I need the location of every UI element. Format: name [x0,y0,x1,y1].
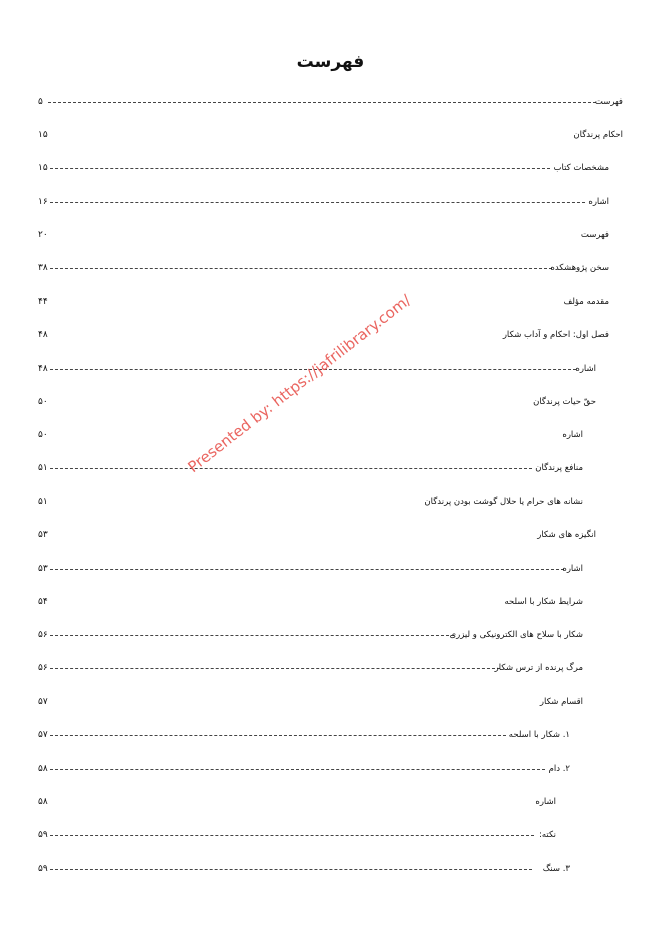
toc-entry-label: ۲. دام [548,764,570,774]
toc-page-number: ۵۳ [38,564,48,574]
toc-leader-dots [50,735,506,736]
toc-page-number: ۵۷ [38,730,48,740]
toc-leader-dots [50,769,545,770]
toc-leader-dots [50,635,454,636]
toc-entry-label: اشاره [535,797,556,807]
toc-leader-dots [50,268,552,269]
toc-page-number: ۴۸ [38,364,48,374]
toc-page-number: ۱۵ [38,130,48,140]
toc-page-number: ۴۸ [38,330,48,340]
toc-page-number: ۵۸ [38,797,48,807]
toc-page-number: ۵۶ [38,630,48,640]
toc-leader-dots [50,668,500,669]
toc-page-number: ۵۰ [38,430,48,440]
toc-leader-dots [50,168,550,169]
toc-entry-label: اشاره [575,364,596,374]
toc-entry-label: نشانه های حرام یا حلال گوشت بودن پرندگان [424,497,583,507]
toc-leader-dots [50,835,534,836]
toc-entry-label: ۳. سنگ [542,864,570,874]
toc-page-number: ۴۴ [38,297,48,307]
toc-entry-label: سخن پژوهشکده [550,263,609,273]
toc-entry-label: اشاره [562,430,583,440]
toc-entry-label: شکار با سلاح های الکترونیکی و لیزری [449,630,583,640]
toc-entry-label: فهرست [594,97,623,107]
toc-page-number: ۵ [38,97,43,107]
toc-entry-label: حقّ حیات پرندگان [533,397,596,407]
toc-page-number: ۵۶ [38,663,48,673]
toc-page-number: ۵۷ [38,697,48,707]
toc-entry-label: مقدمه مؤلف [563,297,609,307]
toc-entry-label: مشخصات کتاب [553,163,609,173]
toc-leader-dots [50,202,585,203]
toc-page-number: ۵۹ [38,830,48,840]
toc-leader-dots [48,102,596,103]
toc-entry-label: اشاره [562,564,583,574]
toc-page-number: ۲۰ [38,230,48,240]
toc-entry-label: اشاره [588,197,609,207]
toc-page-number: ۵۹ [38,864,48,874]
toc-page-number: ۳۸ [38,263,48,273]
toc-entry-label: فهرست [580,230,609,240]
toc-entry-label: ۱. شکار با اسلحه [508,730,570,740]
toc-page-number: ۵۸ [38,764,48,774]
toc-entry-label: احکام پرندگان [573,130,623,140]
toc-page-number: ۱۶ [38,197,48,207]
toc-page-number: ۱۵ [38,163,48,173]
toc-page-number: ۵۳ [38,530,48,540]
toc-leader-dots [50,869,532,870]
toc-page-number: ۵۴ [38,597,48,607]
toc-page-number: ۵۱ [38,463,48,473]
toc-entry-label: اقسام شکار [539,697,583,707]
toc-entry-label: مرگ پرنده از ترس شکار [494,663,583,673]
toc-leader-dots [50,569,564,570]
toc-entry-label: نکته: [538,830,556,840]
watermark-text: Presented by: https://jafrilibrary.com/ [184,290,415,477]
toc-entry-label: انگیزه های شکار [537,530,596,540]
toc-page-number: ۵۰ [38,397,48,407]
toc-entry-label: فصل اول: احکام و آداب شکار [502,330,609,340]
toc-leader-dots [50,468,532,469]
toc-entry-label: شرایط شکار با اسلحه [504,597,583,607]
toc-entry-label: منافع پرندگان [535,463,583,473]
page-title: فهرست [296,52,365,72]
toc-page-number: ۵۱ [38,497,48,507]
